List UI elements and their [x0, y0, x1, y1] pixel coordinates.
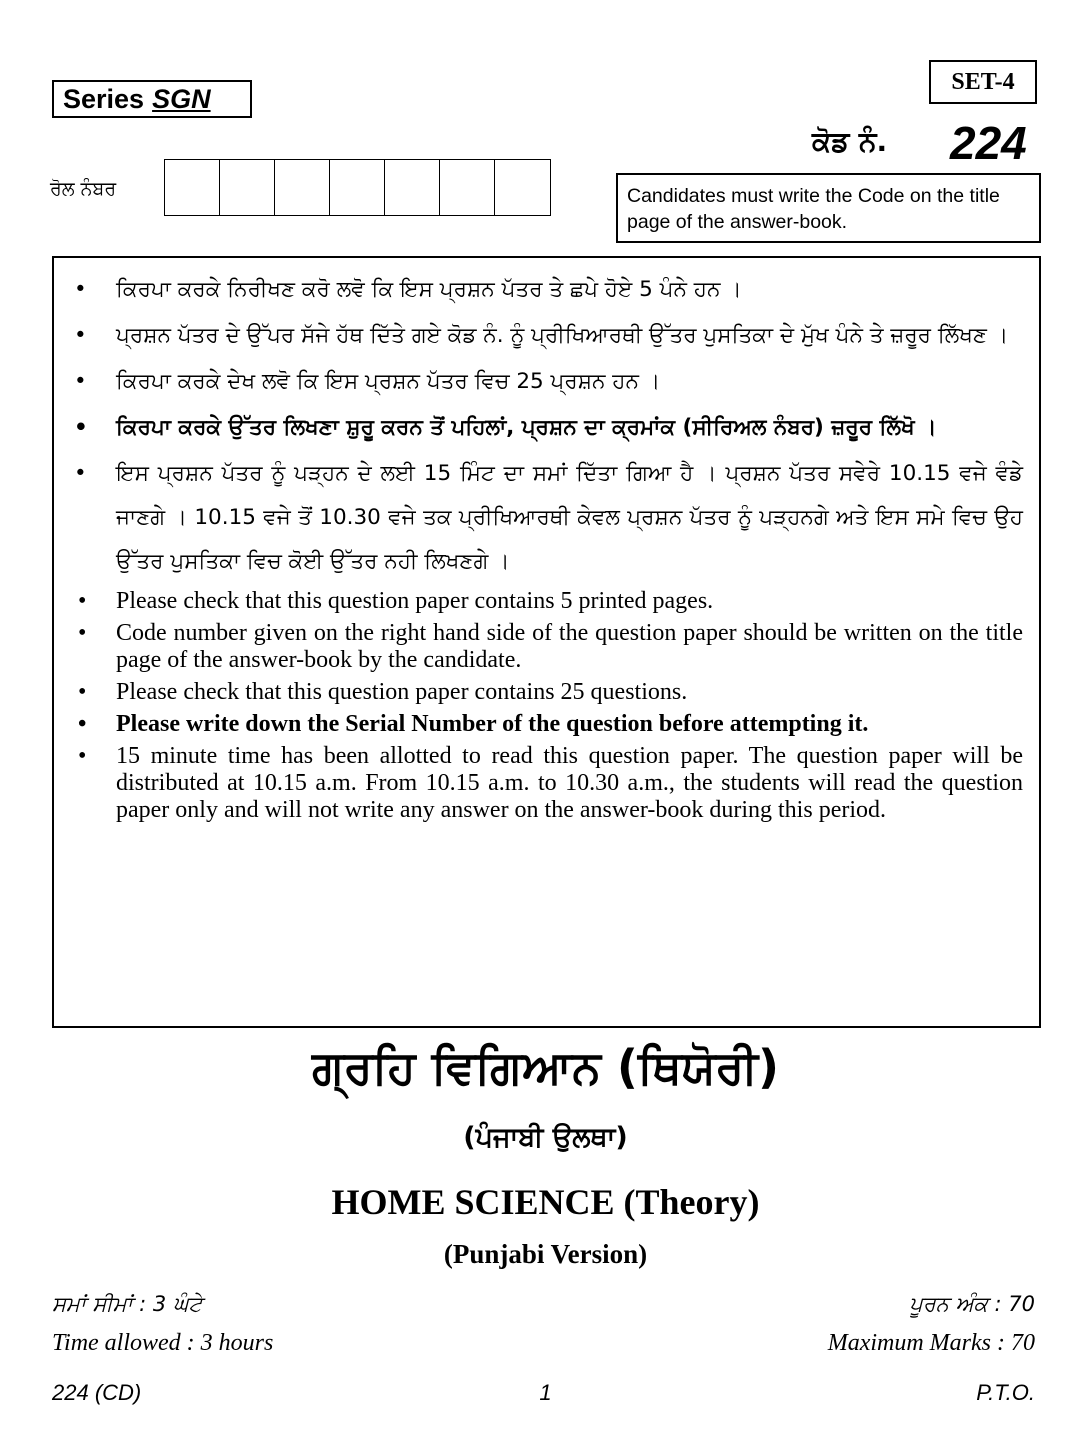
- title-english: HOME SCIENCE (Theory): [331, 1182, 760, 1222]
- instruction-item: • ਕਿਰਪਾ ਕਰਕੇ ਨਿਰੀਖਣ ਕਰੋ ਲਵੋ ਕਿ ਇਸ ਪ੍ਰਸ਼ਨ ਪੱਤਰ ਤੇ ਛਪੇ ਹੋਏ 5 ਪੰਨੇ ਹਨ ।: [68, 268, 1023, 312]
- title-punjabi: ਗ੍ਰਹਿ ਵਿਗਿਆਨ (ਥਿਯੋਰੀ): [311, 1040, 779, 1094]
- instructions-box: [52, 256, 1041, 1028]
- roll-number-cell[interactable]: [385, 160, 440, 215]
- instruction-item: • ਇਸ ਪ੍ਰਸ਼ਨ ਪੱਤਰ ਨੂੰ ਪੜ੍ਹਨ ਦੇ ਲਈ 15 ਮਿੰਟ ਦਾ ਸਮਾਂ ਦਿੱਤਾ ਗਿਆ ਹੈ । ਪ੍ਰਸ਼ਨ ਪੱਤਰ ਸਵੇਰੇ 10.15 ਵਜੇ ਵੰਡੇ ਜਾਣਗੇ । 10.15 ਵਜੇ ਤੋਂ 10.30 ਵਜੇ ਤਕ ਪ੍ਰੀਖਿਆਰਥੀ ਕੇਵਲ ਪ੍ਰਸ਼ਨ ਪੱਤਰ ਨੂੰ ਪੜ੍ਹਨਗੇ ਅਤੇ ਇਸ ਸਮੇ ਵਿਚ ਉਹ ਉੱਤਰ ਪੁਸਤਿਕਾ ਵਿਚ ਕੋਈ ਉੱਤਰ ਨਹੀ ਲਿਖਣਗੇ ।: [68, 452, 1023, 584]
- time-allowed-english: Time allowed : 3 hours: [52, 1330, 274, 1356]
- subtitle-english: (Punjabi Version): [443, 1239, 648, 1269]
- series-label: Series: [63, 84, 145, 114]
- footer-code: 224 (CD): [52, 1380, 142, 1405]
- candidate-note: Candidates must write the Code on the title page of the answer-book.: [616, 173, 1041, 243]
- roll-number-cell[interactable]: [330, 160, 385, 215]
- time-allowed-punjabi: ਸਮਾਂ ਸੀਮਾਂ : 3 ਘੰਟੇ: [52, 1292, 203, 1316]
- roll-number-cell[interactable]: [165, 160, 220, 215]
- max-marks-punjabi: ਪੂਰਨ ਅੰਕ : 70: [909, 1292, 1035, 1316]
- max-marks-english: Maximum Marks : 70: [827, 1330, 1035, 1356]
- instruction-item: • Please write down the Serial Number of the question before attempting it.: [68, 711, 1023, 738]
- instruction-item: • Code number given on the right hand side of the question paper should be written on the title page of the answer-book by the candidate.: [68, 620, 1023, 674]
- subtitle-punjabi: (ਪੰਜਾਬੀ ਉਲਥਾ): [463, 1122, 628, 1153]
- instructions-english: [68, 588, 1023, 824]
- roll-number-cell[interactable]: [440, 160, 495, 215]
- instruction-item: • Please check that this question paper contains 5 printed pages.: [68, 588, 1023, 615]
- roll-number-grid: [164, 159, 551, 216]
- series-code: SGN: [152, 84, 211, 114]
- page-number: 1: [539, 1380, 552, 1405]
- series-box: [52, 80, 252, 118]
- code-number: 224: [950, 117, 1027, 169]
- instruction-item: • ਕਿਰਪਾ ਕਰਕੇ ਦੇਖ ਲਵੋ ਕਿ ਇਸ ਪ੍ਰਸ਼ਨ ਪੱਤਰ ਵਿਚ 25 ਪ੍ਰਸ਼ਨ ਹਨ ।: [68, 360, 1023, 404]
- instruction-item: • ਕਿਰਪਾ ਕਰਕੇ ਉੱਤਰ ਲਿਖਣਾ ਸ਼ੁਰੂ ਕਰਨ ਤੋਂ ਪਹਿਲਾਂ, ਪ੍ਰਸ਼ਨ ਦਾ ਕ੍ਰਮਾਂਕ (ਸੀਰਿਅਲ ਨੰਬਰ) ਜ਼ਰੂਰ ਲਿੱਖੋ ।: [68, 406, 1023, 450]
- footer-pto: P.T.O.: [976, 1380, 1035, 1405]
- code-label: ਕੋਡ ਨੰ.: [812, 125, 888, 158]
- set-box: SET-4: [929, 60, 1037, 104]
- roll-number-cell[interactable]: [495, 160, 550, 215]
- roll-number-cell[interactable]: [220, 160, 275, 215]
- instruction-item: • Please check that this question paper contains 25 questions.: [68, 679, 1023, 706]
- instruction-item: • ਪ੍ਰਸ਼ਨ ਪੱਤਰ ਦੇ ਉੱਪਰ ਸੱਜੇ ਹੱਥ ਦਿੱਤੇ ਗਏ ਕੋਡ ਨੰ. ਨੂੰ ਪ੍ਰੀਖਿਆਰਥੀ ਉੱਤਰ ਪੁਸਤਿਕਾ ਦੇ ਮੁੱਖ ਪੰਨੇ ਤੇ ਜ਼ਰੂਰ ਲਿੱਖਣ ।: [68, 314, 1023, 358]
- instructions-punjabi: [68, 268, 1023, 584]
- roll-number-label: ਰੋਲ ਨੰਬਰ: [50, 178, 117, 200]
- roll-number-cell[interactable]: [275, 160, 330, 215]
- instruction-item: • 15 minute time has been allotted to read this question paper. The question paper will be distributed at 10.15 a.m. From 10.15 a.m. to 10.30 a.m., the students will read the question paper only and will not write any answer on the answer-book during this period.: [68, 743, 1023, 824]
